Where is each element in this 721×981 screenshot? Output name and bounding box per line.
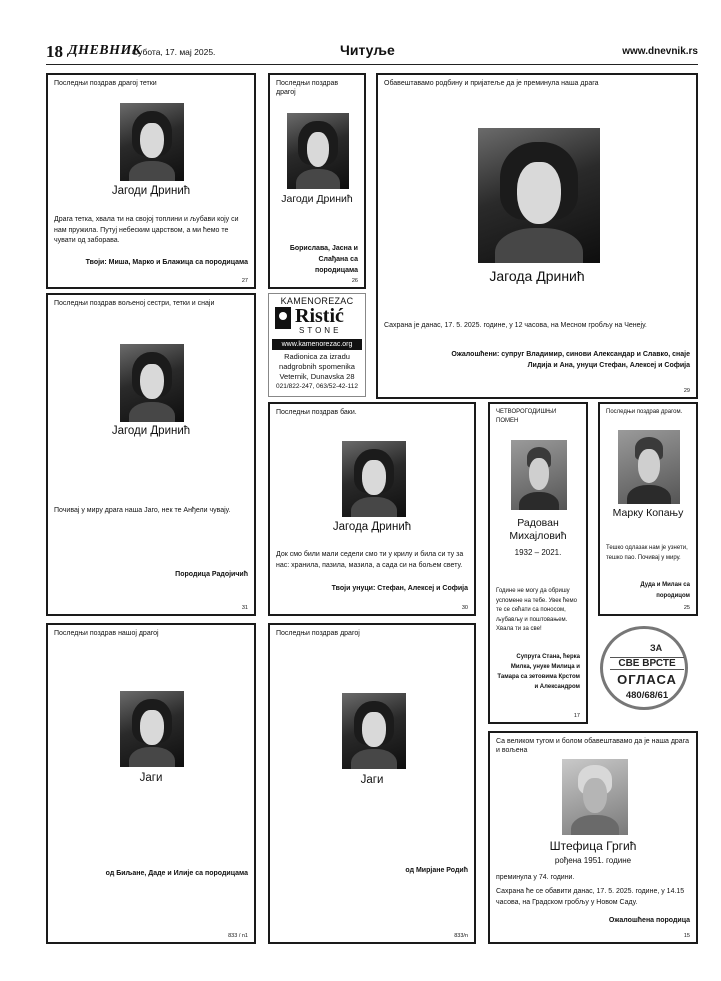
portrait-photo xyxy=(562,759,628,835)
deceased-name: Јагоди Дринић xyxy=(281,193,353,205)
stamp-za: ЗА xyxy=(650,643,663,653)
notice-number: 17 xyxy=(573,713,580,719)
deceased-name: Радован Михајловић xyxy=(509,517,567,542)
stonemason-advertisement xyxy=(268,293,366,397)
obituary-notice xyxy=(268,402,476,616)
obituary-notice xyxy=(46,73,256,289)
notice-number: 26 xyxy=(351,278,358,284)
deceased-name: Јагода Дринић xyxy=(332,521,412,533)
page-header xyxy=(46,40,698,65)
notice-signature: Дуда и Милан са породицом xyxy=(640,582,690,599)
publication-logo: ДНЕВНИК xyxy=(68,43,142,58)
obituary-notice xyxy=(376,73,698,399)
portrait-photo xyxy=(511,440,567,510)
notice-intro: Последњи поздрав нашој драгој xyxy=(54,630,159,637)
notice-intro: Последњи поздрав драгој тетки xyxy=(54,80,157,87)
portrait-photo xyxy=(120,691,184,767)
ad-brand-sub: STONE xyxy=(299,326,342,335)
stamp-phone: 480/68/61 xyxy=(625,690,669,701)
deceased-name: Марку Копању xyxy=(612,507,684,519)
notice-text: Тешко одлазак нам је узнети, тешко пао. Почивај у миру. xyxy=(606,545,688,561)
ad-line: nadgrobnih spomenika xyxy=(279,362,355,371)
portrait-photo xyxy=(120,344,184,422)
deceased-name: Јагоди Дринић xyxy=(111,425,191,437)
notice-signature: Породица Радојичић xyxy=(175,571,248,578)
notice-intro: Последњи поздрав драгој xyxy=(276,630,360,637)
notice-text: Сахрана је данас, 17. 5. 2025. године, у 12 часова, на Месном гробљу на Ченеју. xyxy=(384,322,647,329)
obituary-notice xyxy=(268,623,476,944)
ad-website[interactable]: www.kamenorezac.org xyxy=(272,339,362,350)
stamp-line: ОГЛАСА xyxy=(617,672,677,687)
page-number: 18 xyxy=(46,42,63,61)
notice-text: Године не могу да обришу успомене на тебе. Увек ћемо те се сећати са поносом, љубављу и поштовањем. Хвала ти за све! xyxy=(496,588,577,632)
notice-signature: од Биљане, Даде и Илије са породицама xyxy=(105,870,248,877)
funeral-details: Сахрана ће се обавити данас, 17. 5. 2025. године, у 14.15 часова, на Градском гробљу у Новом Саду. xyxy=(496,888,685,906)
life-years: 1932 – 2021. xyxy=(514,548,562,557)
obituary-notice xyxy=(598,402,698,616)
notice-number: 31 xyxy=(241,605,248,611)
stonemason-logo-icon xyxy=(275,307,291,329)
notice-intro: Последњи поздрав баки. xyxy=(276,409,357,416)
deceased-name: Јаги xyxy=(139,772,163,784)
portrait-photo xyxy=(287,113,349,189)
deceased-name: Јаги xyxy=(360,774,384,786)
memorial-notice xyxy=(488,402,588,724)
ad-phones: 021/822-247, 063/52-42-112 xyxy=(276,383,358,390)
notice-number: 833 / n1 xyxy=(228,933,248,939)
notice-intro: Са великом тугом и болом обавештавамо да је наша драга и вољена xyxy=(496,738,689,754)
stamp-line: СВЕ ВРСТЕ xyxy=(610,657,684,670)
obituary-notice xyxy=(46,293,256,616)
birth-year: рођена 1951. године xyxy=(554,856,632,865)
notice-signature: Ожалошћени: супруг Владимир, синови Александар и Славко, снаје Лидија и Ана, унуци Стефан, Алексеј и Софија xyxy=(451,351,690,369)
notice-intro: Обавештавамо родбину и пријатеље да је преминула наша драга xyxy=(384,80,599,87)
obituary-notice xyxy=(268,73,366,289)
website-link[interactable]: www.dnevnik.rs xyxy=(622,46,698,57)
portrait-photo xyxy=(342,693,406,769)
ad-line: Radionica za izradu xyxy=(284,352,350,361)
obituary-notice xyxy=(488,731,698,944)
portrait-photo xyxy=(120,103,184,181)
notice-signature: Борислава, Јасна и Слађана са породицама xyxy=(289,245,358,274)
notice-text: Почивај у миру драга наша Јаго, нек те Анђели чувају. xyxy=(54,507,231,514)
notice-text: Док смо били мали седели смо ти у крилу и била си ту за нас: хранила, пазила, мазила, а сада си на бољем свету. xyxy=(276,551,464,569)
notice-signature: Твоји: Миша, Марко и Блажица са породицама xyxy=(85,259,248,266)
notice-text: преминула у 74. години. xyxy=(496,874,575,881)
notice-number: 25 xyxy=(683,605,690,611)
notice-signature: Твоји унуци: Стефан, Алексеј и Софија xyxy=(331,585,468,592)
notice-intro: Последњи поздрав драгој xyxy=(276,80,339,96)
portrait-photo xyxy=(478,128,600,263)
notice-intro: Последњи поздрав драгом. xyxy=(606,409,683,415)
notice-number: 30 xyxy=(461,605,468,611)
ad-brand: Ristić xyxy=(295,305,344,327)
notice-intro: ЧЕТВОРОГОДИШЊИ ПОМЕН xyxy=(496,409,557,424)
issue-date: Субота, 17. мај 2025. xyxy=(132,47,216,57)
notice-number: 27 xyxy=(241,278,248,284)
notice-number: 833/n xyxy=(454,933,468,939)
deceased-name: Јагода Дринић xyxy=(489,268,585,284)
deceased-name: Јагоди Дринић xyxy=(111,185,191,197)
notice-signature: Ожалошћена породица xyxy=(608,917,690,924)
deceased-name: Штефица Гргић xyxy=(549,839,637,853)
notice-intro: Последњи поздрав вољеној сестри, тетки и снаји xyxy=(54,300,215,307)
portrait-photo xyxy=(342,441,406,517)
section-title: Читуље xyxy=(340,42,395,58)
notice-signature: Супруга Стана, ћерка Милка, унуке Милица и Тамара са зетовима Крстом и Александром xyxy=(497,654,580,690)
classifieds-stamp xyxy=(600,624,692,714)
notice-text: Драга тетка, хвала ти на својој топлини и љубави коју си нам пружила. Путуј небеским царством, а ми ћемо те чувати од заборава. xyxy=(54,216,239,244)
notice-number: 15 xyxy=(683,933,690,939)
notice-signature: од Мирјане Родић xyxy=(405,867,468,874)
ad-address: Veternik, Dunavska 28 xyxy=(279,372,355,381)
portrait-photo xyxy=(618,430,680,504)
notice-number: 29 xyxy=(683,388,690,394)
ad-title: KAMENOREZAC xyxy=(280,296,354,306)
obituary-notice xyxy=(46,623,256,944)
